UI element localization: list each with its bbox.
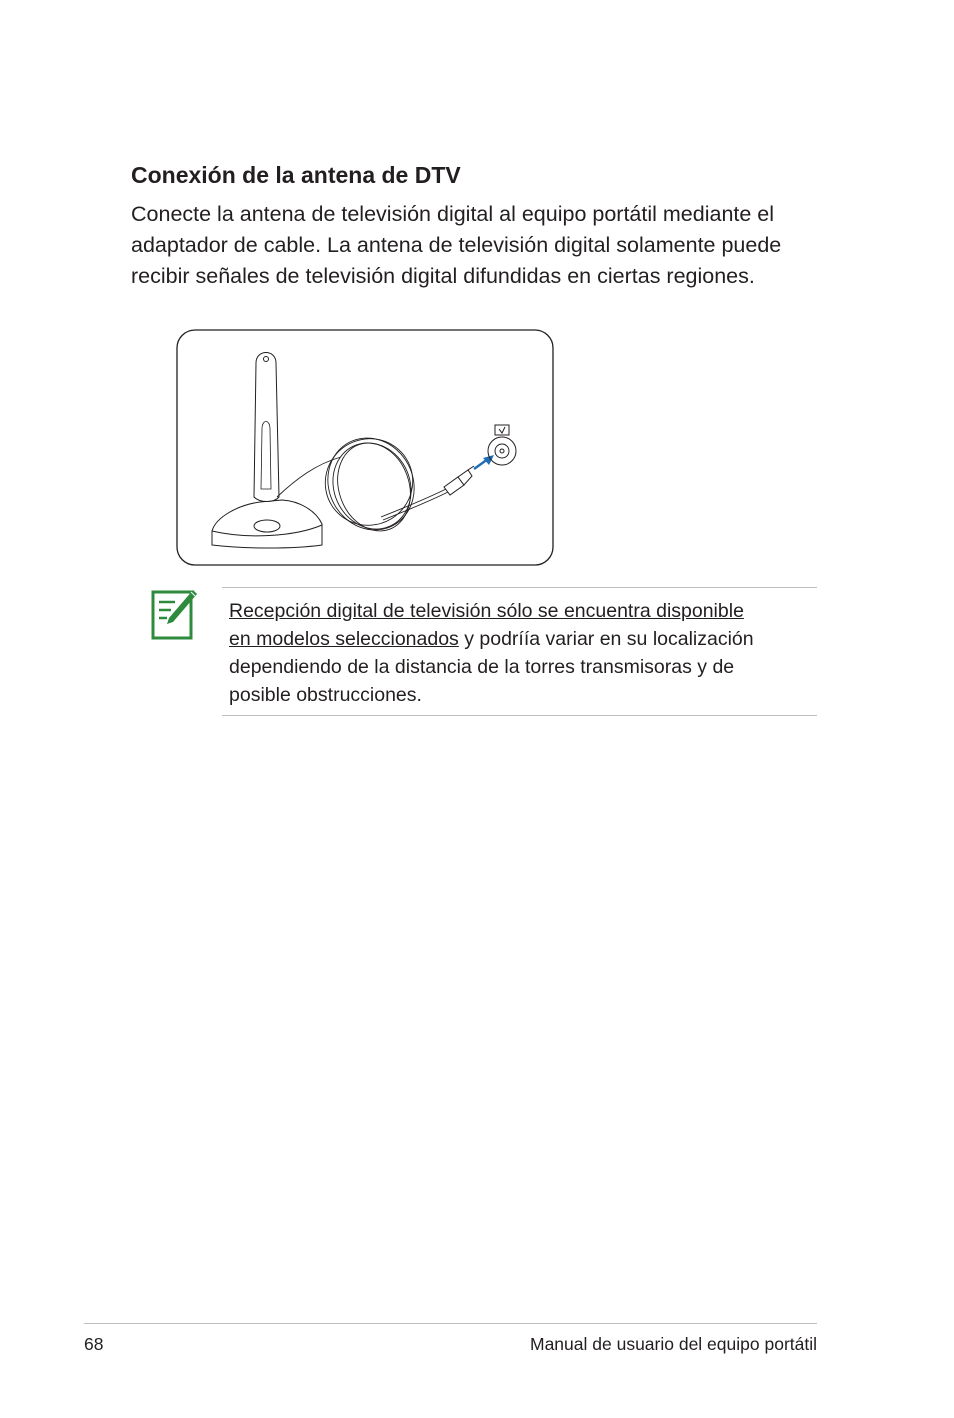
- note-top-divider: [222, 587, 817, 588]
- note-line: posible obstrucciones.: [229, 684, 422, 706]
- note-text: [229, 597, 819, 709]
- note-text-segment: y podríía variar en su localización: [458, 628, 754, 650]
- antenna-mast: [254, 353, 279, 502]
- page-title: Conexión de la antena de DTV: [131, 162, 461, 188]
- note-line: [229, 625, 819, 653]
- note-line: [229, 597, 819, 625]
- note-underlined-text: Recepción digital de televisión sólo se encuentra disponible: [229, 600, 744, 622]
- note-line: dependiendo de la distancia de la torres transmisoras y de: [229, 656, 735, 678]
- intro-paragraph: [131, 199, 831, 292]
- intro-line: adaptador de cable. La antena de televisión digital solamente puede: [131, 233, 782, 257]
- note-pencil-icon: [149, 586, 199, 642]
- note-bottom-divider: [222, 715, 817, 716]
- intro-line: recibir señales de televisión digital difundidas en ciertas regiones.: [131, 264, 755, 288]
- note-underlined-text: en modelos seleccionados: [229, 628, 459, 650]
- antenna-cable-connection-illustration: [176, 329, 554, 566]
- manual-title: Manual de usuario del equipo portátil: [530, 1334, 817, 1354]
- intro-line: Conecte la antena de televisión digital al equipo portátil mediante el: [131, 202, 775, 226]
- page-number: 68: [84, 1334, 104, 1354]
- footer-divider: [84, 1323, 817, 1324]
